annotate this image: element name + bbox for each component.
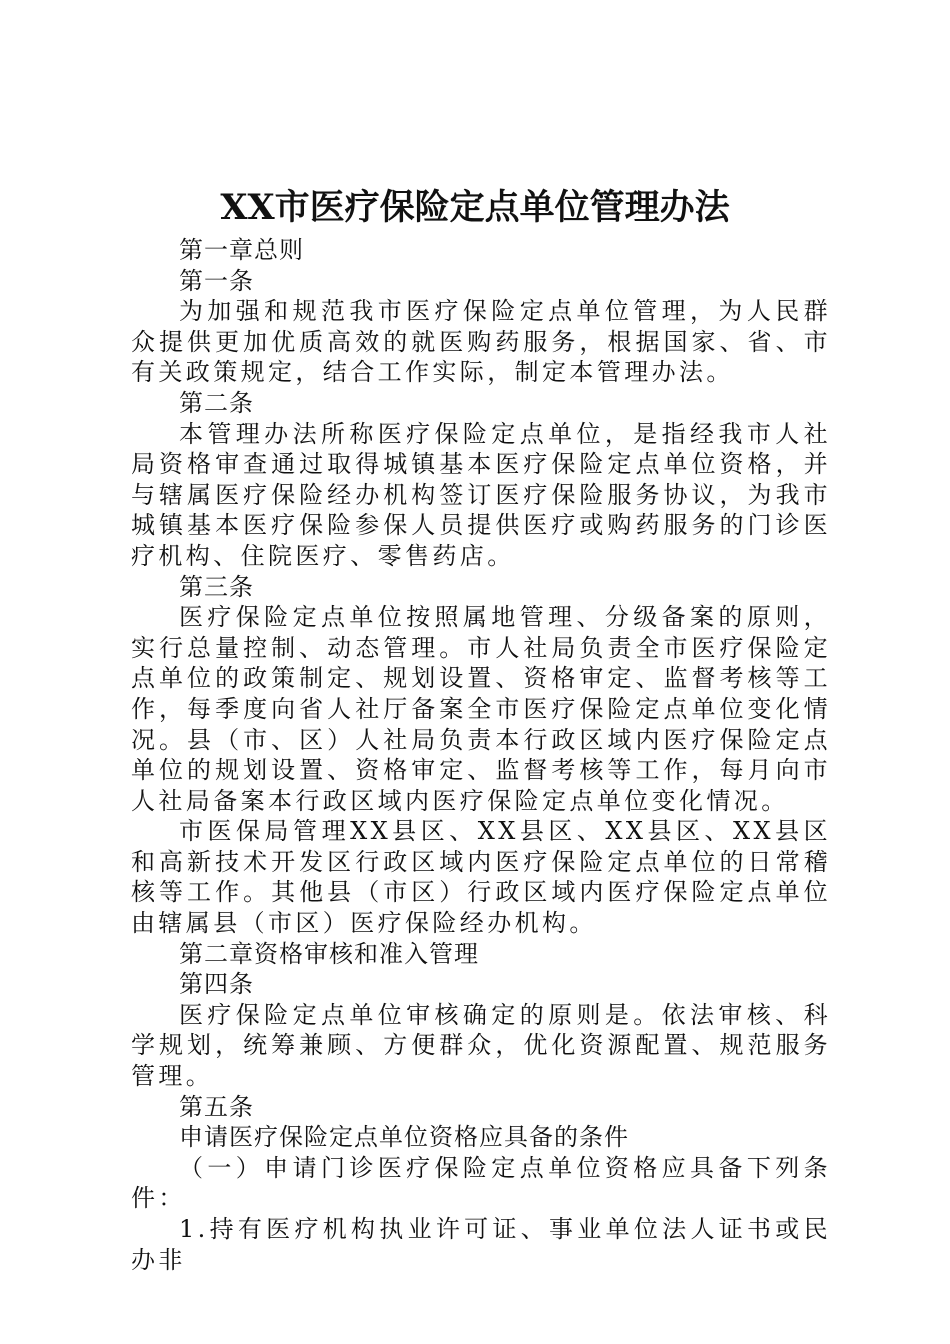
section-heading: 第二条 [179, 388, 254, 417]
body-paragraph: 为加强和规范我市医疗保险定点单位管理，为人民群众提供更加优质高效的就医购药服务，根据国家、省、市有关政策规定，结合工作实际，制定本管理办法。 [131, 297, 831, 387]
section-heading: 第四条 [179, 970, 254, 999]
body-paragraph: 本管理办法所称医疗保险定点单位，是指经我市人社局资格审查通过取得城镇基本医疗保险定点单位资格，并与辖属医疗保险经办机构签订医疗保险服务协议，为我市城镇基本医疗保险参保人员提供医疗或购药服务的门诊医疗机构、住院医疗、零售药店。 [131, 419, 831, 570]
body-paragraph: （一）申请门诊医疗保险定点单位资格应具备下列条件： [131, 1153, 831, 1213]
section-heading: 第五条 [179, 1092, 254, 1121]
body-paragraph: 医疗保险定点单位按照属地管理、分级备案的原则，实行总量控制、动态管理。市人社局负责全市医疗保险定点单位的政策制定、规划设置、资格审定、监督考核等工作，每季度向省人社厅备案全市医疗保险定点单位变化情况。县（市、区）人社局负责本行政区域内医疗保险定点单位的规划设置、资格审定、监督考核等工作，每月向市人社局备案本行政区域内医疗保险定点单位变化情况。 [131, 603, 831, 815]
document-title: XX市医疗保险定点单位管理办法 [220, 187, 730, 228]
body-paragraph: 1.持有医疗机构执业许可证、事业单位法人证书或民办非 [131, 1215, 831, 1274]
body-paragraph: 医疗保险定点单位审核确定的原则是。依法审核、科学规划，统筹兼顾、方便群众，优化资源配置、规范服务管理。 [131, 1000, 831, 1091]
section-heading: 第一条 [179, 266, 254, 295]
section-heading: 第一章总则 [179, 236, 304, 264]
document-body [131, 235, 831, 1275]
section-heading: 申请医疗保险定点单位资格应具备的条件 [179, 1123, 629, 1152]
body-paragraph: 市医保局管理XX县区、XX县区、XX县区、XX县区和高新技术开发区行政区域内医疗保险定点单位的日常稽核等工作。其他县（市区）行政区域内医疗保险定点单位由辖属县（市区）医疗保险经办机构。 [131, 817, 831, 938]
section-heading: 第三条 [179, 572, 254, 601]
section-heading: 第二章资格审核和准入管理 [179, 939, 479, 968]
